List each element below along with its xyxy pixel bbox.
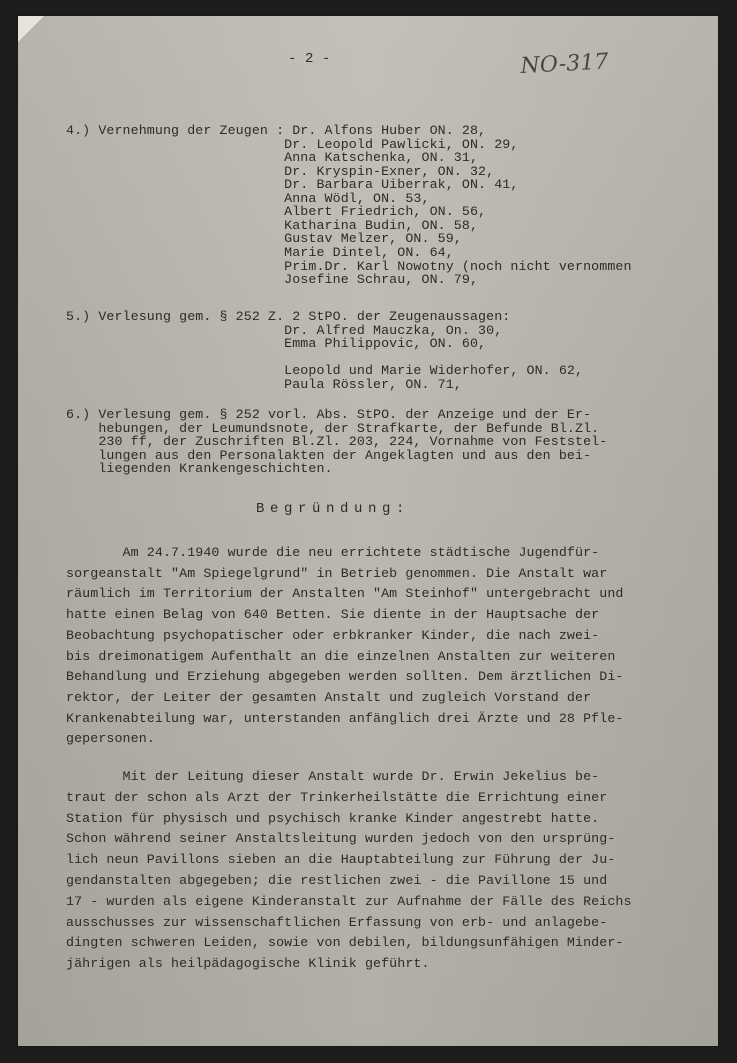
item4-line: Gustav Melzer, ON. 59, bbox=[66, 231, 462, 247]
para2-line: gendanstalten abgegeben; die restlichen zwei - die Pavillone 15 und bbox=[66, 873, 608, 888]
item4-line: Anna Wödl, ON. 53, bbox=[66, 190, 430, 206]
item5-line: Dr. Alfred Mauczka, On. 30, bbox=[66, 322, 503, 338]
para1-line: rektor, der Leiter der gesamten Anstalt und zugleich Vorstand der bbox=[66, 689, 592, 705]
item6-line: liegenden Krankengeschichten. bbox=[66, 461, 333, 477]
para2-line: 17 - wurden als eigene Kinderanstalt zur Aufnahme der Fälle des Reichs bbox=[66, 893, 632, 909]
page-number: - 2 - bbox=[288, 51, 331, 67]
section-heading: Begründung: bbox=[256, 501, 411, 517]
para2-line: Mit der Leitung dieser Anstalt wurde Dr. Erwin Jekelius be- bbox=[66, 769, 600, 784]
para1-line: sorgeanstalt "Am Spiegelgrund" in Betrieb genommen. Die Anstalt war bbox=[66, 565, 608, 581]
item5-line: Paula Rössler, ON. 71, bbox=[66, 376, 462, 392]
handwritten-reference: NO-317 bbox=[519, 49, 610, 79]
para1-line: hatte einen Belag von 640 Betten. Sie diente in der Hauptsache der bbox=[66, 607, 600, 623]
item6-line: hebungen, der Leumundsnote, der Strafkarte, der Befunde Bl.Zl. bbox=[66, 420, 600, 436]
para2-line: Schon während seiner Anstaltsleitung wurden jedoch von den ursprüng- bbox=[66, 831, 616, 847]
item4-line: Dr. Kryspin-Exner, ON. 32, bbox=[66, 163, 495, 179]
para2-line: Station für physisch und psychisch kranke Kinder angestrebt hatte. bbox=[66, 810, 600, 826]
para1-line: räumlich im Territorium der Anstalten "Am Steinhof" untergebracht und bbox=[66, 586, 624, 602]
para2-line: ausschusses zur wissenschaftlichen Erfassung von erb- und anlagebe- bbox=[66, 914, 608, 930]
item5-line: 5.) Verlesung gem. § 252 Z. 2 StPO. der Zeugenaussagen: bbox=[66, 309, 511, 324]
item4-line: Dr. Barbara Uiberrak, ON. 41, bbox=[66, 177, 519, 193]
item4-line: Dr. Leopold Pawlicki, ON. 29, bbox=[66, 136, 519, 152]
item4-line: Prim.Dr. Karl Nowotny (noch nicht vernommen bbox=[66, 258, 632, 274]
para1-line: Behandlung und Erziehung abgegeben werden sollten. Dem ärztlichen Di- bbox=[66, 669, 624, 685]
para1-line: Krankenabteilung war, unterstanden anfänglich drei Ärzte und 28 Pfle- bbox=[66, 710, 624, 726]
item4-line: Josefine Schrau, ON. 79, bbox=[66, 272, 479, 288]
para2-line: lich neun Pavillons sieben an die Hauptabteilung zur Führung der Ju- bbox=[66, 852, 616, 868]
para1-line: Am 24.7.1940 wurde die neu errichtete städtische Jugendfür- bbox=[66, 545, 600, 560]
para2-line: traut der schon als Arzt der Trinkerheilstätte die Errichtung einer bbox=[66, 789, 608, 805]
item4-line: Anna Katschenka, ON. 31, bbox=[66, 150, 479, 166]
para2-line: jährigen als heilpädagogische Klinik geführt. bbox=[66, 956, 430, 972]
item4-line: Albert Friedrich, ON. 56, bbox=[66, 204, 487, 220]
para2-line: dingten schweren Leiden, sowie von debilen, bildungsunfähigen Minder- bbox=[66, 935, 624, 951]
item4-line: Marie Dintel, ON. 64, bbox=[66, 244, 454, 260]
item6-line: 230 ff, der Zuschriften Bl.Zl. 203, 224, Vornahme von Feststel- bbox=[66, 434, 608, 450]
para1-line: gepersonen. bbox=[66, 731, 155, 747]
item4-line: Katharina Budin, ON. 58, bbox=[66, 217, 479, 233]
item6-line: lungen aus den Personalakten der Angeklagten und aus den bei- bbox=[66, 447, 592, 463]
item4-line: 4.) Vernehmung der Zeugen : Dr. Alfons Huber ON. 28, bbox=[66, 123, 487, 138]
para1-line: Beobachtung psychopatischer oder erbkranker Kinder, die nach zwei- bbox=[66, 627, 600, 643]
item6-line: 6.) Verlesung gem. § 252 vorl. Abs. StPO. der Anzeige und der Er- bbox=[66, 407, 592, 422]
item5-line: Leopold und Marie Widerhofer, ON. 62, bbox=[66, 363, 584, 378]
para1-line: bis dreimonatigem Aufenthalt an die einzelnen Anstalten zur weiteren bbox=[66, 648, 616, 664]
item5-line: Emma Philippovic, ON. 60, bbox=[66, 336, 487, 351]
